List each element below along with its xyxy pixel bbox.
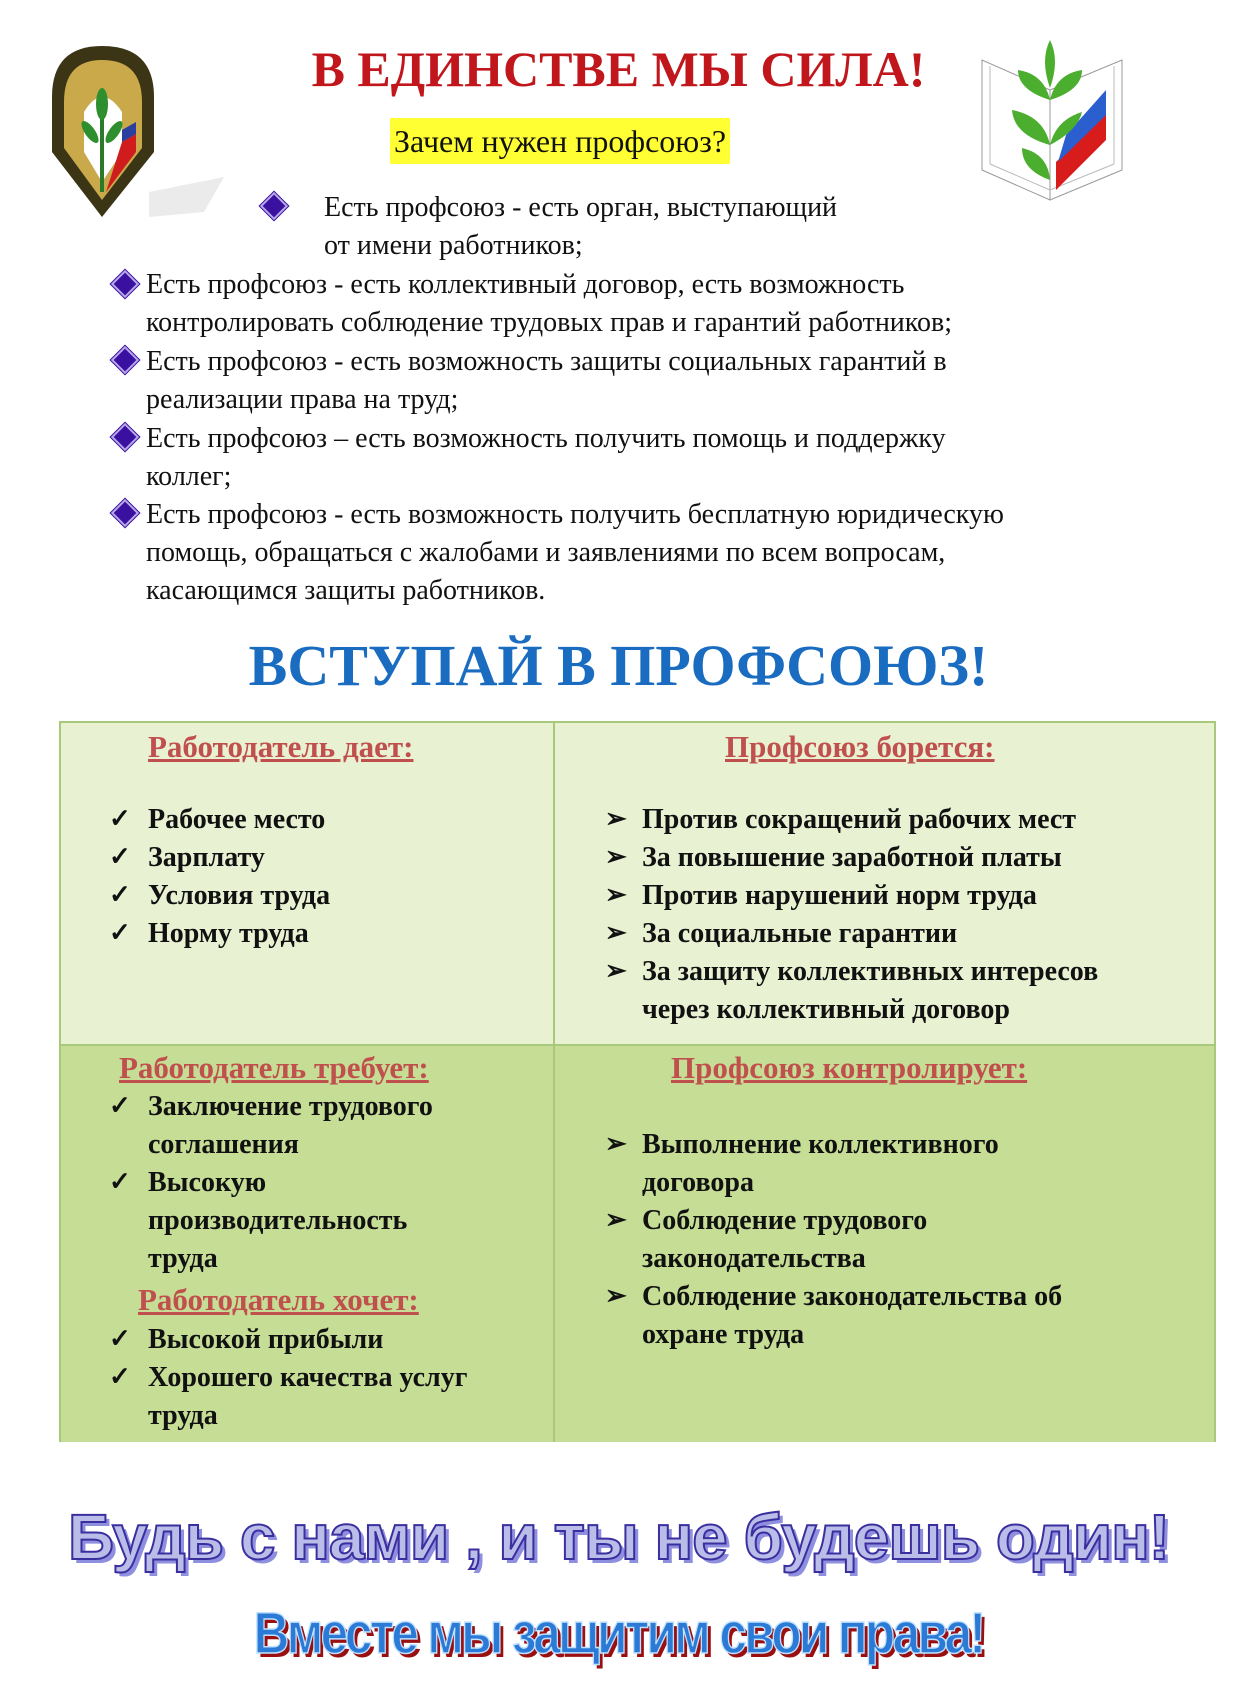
join-heading: ВСТУПАЙ В ПРОФСОЮЗ! [248,633,989,698]
check-icon: ✓ [109,918,131,947]
list-item: Условия труда [148,880,331,911]
arrow-bullet-icon: ➢ [605,956,627,985]
reason-line: Есть профсоюз - есть орган, выступающий [324,192,838,223]
arrow-bullet-icon: ➢ [605,918,627,947]
check-icon: ✓ [109,1167,131,1196]
diamond-bullet-icon [111,423,139,451]
reason-line: Есть профсоюз – есть возможность получить помощь и поддержку [146,423,946,454]
arrow-bullet-icon: ➢ [605,1129,627,1158]
reason-line: касающимся защиты работников. [146,575,546,606]
cell-union-controls [555,1046,1214,1442]
list-item: труда [148,1400,218,1431]
reason-line: от имени работников; [324,230,583,261]
check-icon: ✓ [109,842,131,871]
diamond-bullet-icon [111,346,139,374]
diamond-bullet-icon [111,270,139,298]
list-item: Против сокращений рабочих мест [642,804,1077,835]
list-item: труда [148,1243,218,1274]
section-title: Профсоюз контролирует: [671,1050,1028,1085]
list-item: производительность [148,1205,408,1236]
diamond-bullet-icon [260,192,288,220]
cell-union-fights [555,723,1214,1046]
list-item: Высокую [148,1167,267,1198]
list-item: Соблюдение трудового [642,1205,928,1236]
list-item: Хорошего качества услуг [148,1362,468,1393]
list-item: Против нарушений норм труда [642,880,1037,911]
arrow-bullet-icon: ➢ [605,880,627,909]
list-item: через коллективный договор [642,994,1010,1025]
list-item: законодательства [642,1243,866,1274]
reason-line: реализации права на труд; [146,384,459,415]
check-icon: ✓ [109,1091,131,1120]
diamond-bullet-icon [111,499,139,527]
cell-employer-gives [61,723,555,1046]
list-item: Зарплату [148,842,265,873]
section-title: Работодатель дает: [148,729,414,764]
list-item: Заключение трудового [148,1091,433,1122]
list-item: Высокой прибыли [148,1324,384,1355]
reason-line: помощь, обращаться с жалобами и заявлениями по всем вопросам, [146,537,946,568]
arrow-bullet-icon: ➢ [605,842,627,871]
section-title: Работодатель требует: [119,1050,429,1085]
slogan-1: Будь с нами , и ты не будешь один! [67,1501,1170,1573]
comparison-table [59,721,1216,1442]
check-icon: ✓ [109,1362,131,1391]
list-item: Рабочее место [148,804,326,835]
subtitle: Зачем нужен профсоюз? [390,118,730,164]
section-title: Работодатель хочет: [138,1282,419,1317]
list-item: За социальные гарантии [642,918,958,949]
list-item: охране труда [642,1319,805,1350]
list-item: договора [642,1167,754,1198]
reason-line: коллег; [146,461,232,492]
list-item: За защиту коллективных интересов [642,956,1099,987]
cell-employer-requires-wants [61,1046,555,1442]
check-icon: ✓ [109,804,131,833]
check-icon: ✓ [109,880,131,909]
list-item: Выполнение коллективного [642,1129,999,1160]
arrow-bullet-icon: ➢ [605,1205,627,1234]
reason-line: контролировать соблюдение трудовых прав и гарантий работников; [146,307,952,338]
list-item: За повышение заработной платы [642,842,1062,873]
check-icon: ✓ [109,1324,131,1353]
list-item: Норму труда [148,918,309,949]
arrow-bullet-icon: ➢ [605,804,627,833]
reason-line: Есть профсоюз - есть возможность получить бесплатную юридическую [146,499,1004,530]
reason-line: Есть профсоюз - есть возможность защиты социальных гарантий в [146,346,947,377]
section-title: Профсоюз борется: [725,729,995,764]
arrow-bullet-icon: ➢ [605,1281,627,1310]
page-title: В ЕДИНСТВЕ МЫ СИЛА! [311,41,926,97]
list-item: соглашения [148,1129,299,1160]
list-item: Соблюдение законодательства об [642,1281,1063,1312]
slogan-2: Вместе мы защитим свои права! [253,1601,984,1666]
reason-line: Есть профсоюз - есть коллективный договор, есть возможность [146,269,905,300]
